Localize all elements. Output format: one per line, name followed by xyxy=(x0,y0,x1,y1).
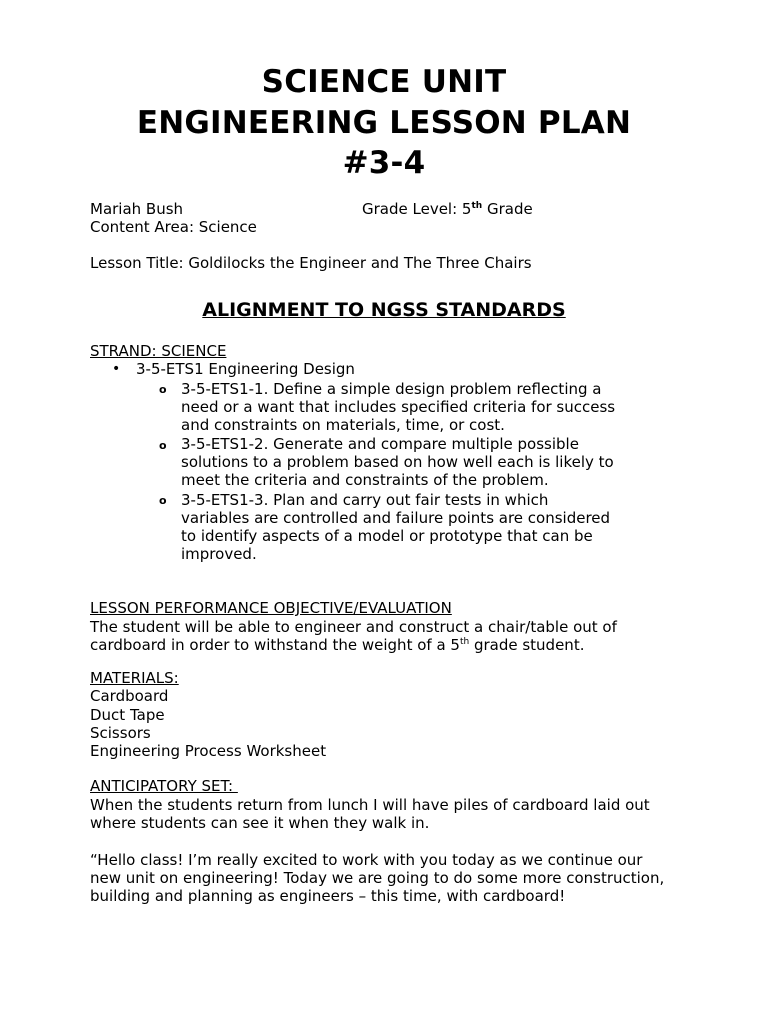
paragraph-line: “Hello class! I’m really excited to work with you today as we continue our xyxy=(90,851,643,869)
grade-level-label: Grade Level: 5 xyxy=(362,200,472,218)
author-name: Mariah Bush xyxy=(90,200,184,218)
objective-line-1: The student will be able to engineer and construct a chair/table out of xyxy=(90,618,617,636)
standard-line: solutions to a problem based on how well each is likely to xyxy=(181,453,614,471)
standard-line: need or a want that includes specified criteria for success xyxy=(181,398,616,416)
anticipatory-paragraph-1 xyxy=(90,796,650,832)
bullet-icon: • xyxy=(112,361,121,377)
standard-line: to identify aspects of a model or prototype that can be xyxy=(181,527,593,545)
standard-line: meet the criteria and constraints of the problem. xyxy=(181,471,549,489)
standard-ets1-3 xyxy=(181,491,610,563)
grade-level-sup: th xyxy=(471,201,483,211)
standard-ets1-1 xyxy=(181,380,615,434)
sub-bullet-icon: o xyxy=(159,494,167,507)
standard-line: 3-5-ETS1-1. Define a simple design problem reflecting a xyxy=(181,380,602,398)
standard-line: 3-5-ETS1-3. Plan and carry out fair tests in which xyxy=(181,491,549,509)
objective-line-2-text: cardboard in order to withstand the weight of a 5 xyxy=(90,636,460,654)
material-item: Cardboard xyxy=(90,687,169,705)
material-item: Scissors xyxy=(90,724,151,742)
anticipatory-paragraph-2 xyxy=(90,851,664,905)
doc-title-line-3: #3-4 xyxy=(342,145,426,181)
objective-line-2 xyxy=(90,636,584,654)
objective-line-2-end: grade student. xyxy=(469,636,585,654)
standard-line: variables are controlled and failure points are considered xyxy=(181,509,611,527)
sub-bullet-icon: o xyxy=(159,383,167,396)
objective-heading: LESSON PERFORMANCE OBJECTIVE/EVALUATION xyxy=(90,599,452,617)
standard-line: improved. xyxy=(181,545,257,563)
standard-group-label: 3-5-ETS1 Engineering Design xyxy=(136,360,355,378)
paragraph-line: When the students return from lunch I will have piles of cardboard laid out xyxy=(90,796,650,814)
materials-heading: MATERIALS: xyxy=(90,669,179,687)
grade-level-suffix: Grade xyxy=(482,200,533,218)
strand-heading: STRAND: SCIENCE xyxy=(90,342,227,360)
standard-ets1-2 xyxy=(181,435,614,489)
material-item: Engineering Process Worksheet xyxy=(90,742,327,760)
content-area: Content Area: Science xyxy=(90,218,257,236)
ngss-alignment-heading: ALIGNMENT TO NGSS STANDARDS xyxy=(202,299,566,321)
doc-title-line-1: SCIENCE UNIT xyxy=(261,64,507,100)
anticipatory-heading: ANTICIPATORY SET: xyxy=(90,777,238,795)
paragraph-line: new unit on engineering! Today we are going to do some more construction, xyxy=(90,869,665,887)
standard-line: and constraints on materials, time, or cost. xyxy=(181,416,505,434)
standard-line: 3-5-ETS1-2. Generate and compare multiple possible xyxy=(181,435,579,453)
lesson-title: Lesson Title: Goldilocks the Engineer and The Three Chairs xyxy=(90,254,532,272)
doc-title-line-2: ENGINEERING LESSON PLAN xyxy=(136,105,632,141)
objective-line-2-sup: th xyxy=(459,637,470,647)
grade-level xyxy=(362,200,533,218)
paragraph-line: building and planning as engineers – this time, with cardboard! xyxy=(90,887,566,905)
material-item: Duct Tape xyxy=(90,706,165,724)
paragraph-line: where students can see it when they walk in. xyxy=(90,814,430,832)
sub-bullet-icon: o xyxy=(159,439,167,452)
